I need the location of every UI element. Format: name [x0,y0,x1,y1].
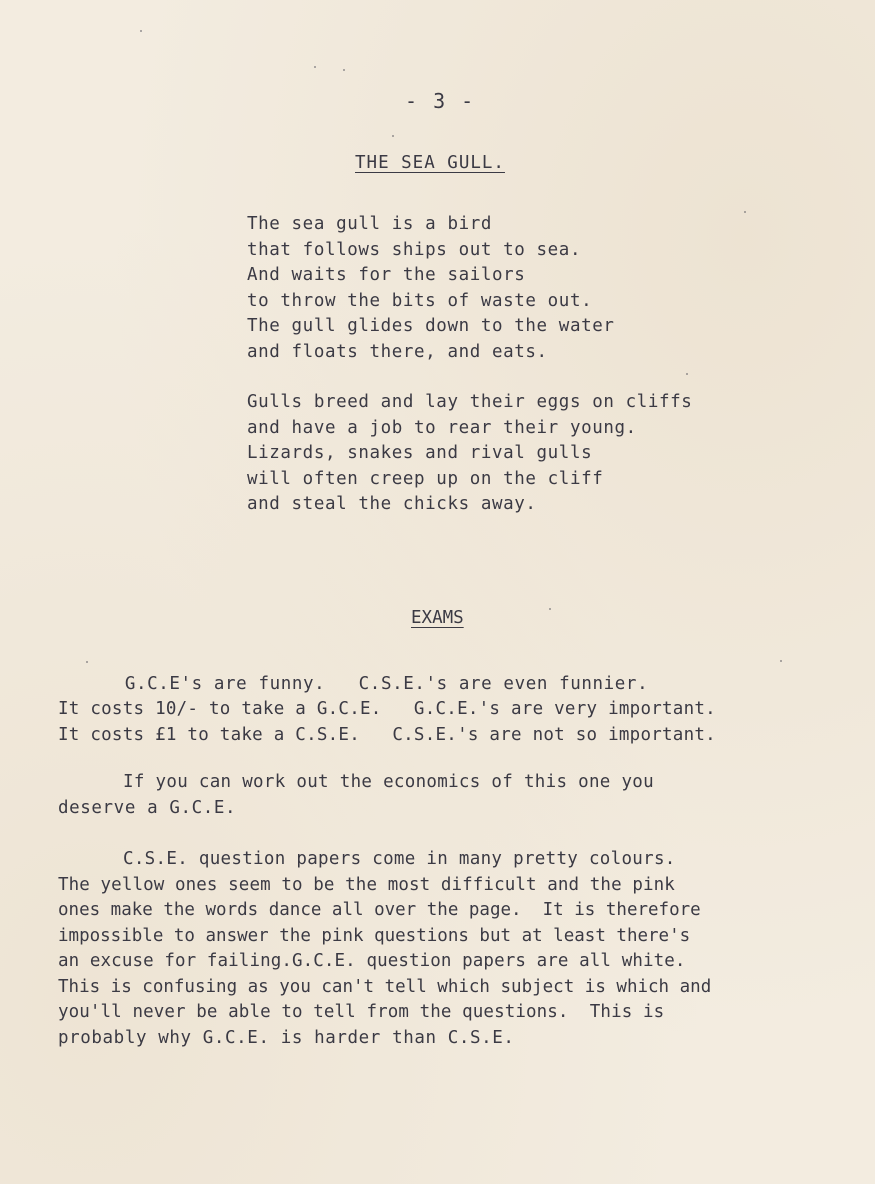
ink-speck [686,373,688,375]
poem-line: Gulls breed and lay their eggs on cliffs [247,392,693,412]
poem-line: and floats there, and eats. [247,342,548,362]
paragraph-line: impossible to answer the pink questions but at least there's [58,926,691,946]
poem-line: will often creep up on the cliff [247,469,604,489]
poem-line: to throw the bits of waste out. [247,291,593,311]
paragraph-line: This is confusing as you can't tell which subject is which and [58,977,712,997]
poem-line: and steal the chicks away. [247,494,537,514]
paragraph-line: ones make the words dance all over the page. It is therefore [58,900,701,920]
paragraph-line: If you can work out the economics of this one you [58,772,654,792]
ink-speck [392,135,394,137]
paragraph-line: deserve a G.C.E. [58,798,237,818]
paragraph-line: C.S.E. question papers come in many pretty colours. [58,849,676,869]
poem-line: The gull glides down to the water [247,316,615,336]
paragraph-line: you'll never be able to tell from the questions. This is [58,1002,665,1022]
ink-speck [343,69,345,71]
page-number: - 3 - [405,89,476,113]
paragraph-line: probably why G.C.E. is harder than C.S.E. [58,1028,515,1048]
ink-speck [86,661,88,663]
ink-speck [549,608,551,610]
paragraph-line: The yellow ones seem to be the most difficult and the pink [58,875,675,895]
poem-title: THE SEA GULL. [355,153,505,173]
exams-title: EXAMS [411,608,464,628]
poem-line: And waits for the sailors [247,265,526,285]
exams-line: G.C.E's are funny. C.S.E.'s are even funnier. [58,674,649,694]
poem-line: that follows ships out to sea. [247,240,582,260]
ink-speck [744,211,746,213]
poem-line: The sea gull is a bird [247,214,492,234]
ink-speck [314,66,316,68]
ink-speck [140,30,142,32]
paragraph-line: an excuse for failing.G.C.E. question papers are all white. [58,951,686,971]
poem-line: Lizards, snakes and rival gulls [247,443,593,463]
poem-line: and have a job to rear their young. [247,418,637,438]
exams-line: It costs £1 to take a C.S.E. C.S.E.'s are not so important. [58,725,716,745]
ink-speck [780,660,782,662]
exams-line: It costs 10/- to take a G.C.E. G.C.E.'s are very important. [58,699,716,719]
